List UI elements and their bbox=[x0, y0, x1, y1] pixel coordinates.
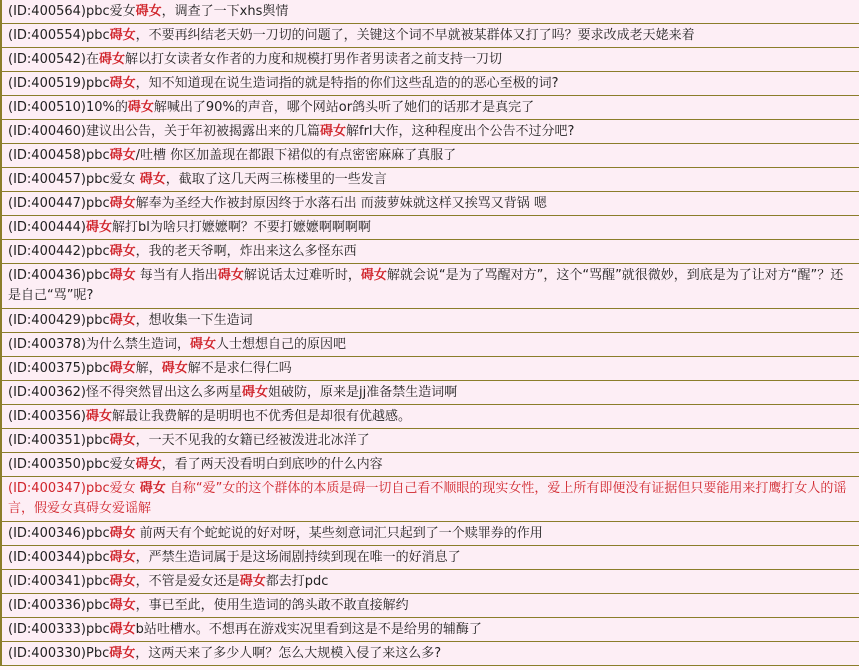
thread-title-text: (ID:400429)pbc bbox=[8, 313, 110, 328]
thread-title-text: (ID:400510)10%的 bbox=[8, 100, 128, 115]
thread-row[interactable] bbox=[2, 333, 859, 357]
thread-title-text: 姐破防，原来是jj准备禁生造词啊 bbox=[268, 385, 458, 400]
thread-title-text: (ID:400351)pbc bbox=[8, 433, 110, 448]
thread-title-text: ，调查了一下xhs舆情 bbox=[161, 4, 289, 19]
thread-title-text: /吐槽 你区加盖现在都跟下裙似的有点密密麻麻了真服了 bbox=[135, 148, 457, 163]
thread-row[interactable] bbox=[2, 48, 859, 72]
highlight-keyword: 碍女 bbox=[239, 574, 266, 589]
thread-title-text: (ID:400442)pbc bbox=[8, 244, 110, 259]
thread-title-text: 解喊出了90%的声音，哪个网站or鸽头听了她们的话那才是真完了 bbox=[153, 100, 535, 115]
thread-title-text: (ID:400333)pbc bbox=[8, 622, 110, 637]
thread-title-text: 解奉为圣经大作被封原因终于水落石出 而菠萝妹就这样又挨骂又背锅 嗯 bbox=[135, 196, 547, 211]
thread-title-text: (ID:400564)pbc爱女 bbox=[8, 4, 136, 19]
thread-row[interactable] bbox=[2, 192, 859, 216]
thread-title-text: ，一天不见我的女籍已经被泼进北冰洋了 bbox=[135, 433, 370, 448]
thread-row[interactable] bbox=[2, 72, 859, 96]
highlight-keyword: 碍女 bbox=[109, 76, 136, 91]
thread-title-text: ，截取了这几天两三栋楼里的一些发言 bbox=[165, 172, 387, 187]
thread-title-text: (ID:400347)pbc爱女 bbox=[8, 481, 140, 496]
thread-row[interactable] bbox=[2, 429, 859, 453]
highlight-keyword: 碍女 bbox=[135, 4, 162, 19]
thread-row[interactable] bbox=[2, 453, 859, 477]
thread-title-text: 解就会说“是为了骂醒对方”，这个“骂醒”就很微妙，到底是为了让对方“醒”？还是自己“骂”呢? bbox=[8, 268, 844, 303]
thread-title-text: (ID:400375)pbc bbox=[8, 361, 110, 376]
thread-row[interactable] bbox=[2, 546, 859, 570]
thread-row[interactable] bbox=[2, 96, 859, 120]
thread-row[interactable] bbox=[2, 24, 859, 48]
thread-row[interactable] bbox=[2, 594, 859, 618]
highlight-keyword: 碍女 bbox=[161, 361, 188, 376]
thread-title-text: (ID:400458)pbc bbox=[8, 148, 110, 163]
thread-title-text: (ID:400519)pbc bbox=[8, 76, 110, 91]
highlight-keyword: 碍女 bbox=[127, 100, 154, 115]
thread-title-text: (ID:400346)pbc bbox=[8, 526, 110, 541]
highlight-keyword: 碍女 bbox=[109, 526, 136, 541]
thread-title-text: (ID:400457)pbc爱女 bbox=[8, 172, 140, 187]
thread-title-text: (ID:400336)pbc bbox=[8, 598, 110, 613]
thread-title-text: (ID:400356) bbox=[8, 409, 86, 424]
thread-title-text: (ID:400554)pbc bbox=[8, 28, 110, 43]
thread-title-text: ，不要再纠结老天奶一刀切的问题了，关键这个词不早就被某群体又打了吗？要求改成老天姥来着 bbox=[135, 28, 695, 43]
thread-title-text: 前两天有个蛇蛇说的好对呀，某些刻意词汇只起到了一个赎罪券的作用 bbox=[135, 526, 543, 541]
thread-title-text: 解frl大作，这种程度出个公告不过分吧? bbox=[346, 124, 575, 139]
highlight-keyword: 碍女 bbox=[217, 268, 244, 283]
highlight-keyword: 碍女 bbox=[109, 148, 136, 163]
thread-row[interactable] bbox=[2, 120, 859, 144]
thread-title-text: ，事已至此，使用生造词的鸽头敢不敢直接解约 bbox=[135, 598, 409, 613]
thread-title-text: ，我的老天爷啊，炸出来这么多怪东西 bbox=[135, 244, 357, 259]
highlight-keyword: 碍女 bbox=[109, 622, 136, 637]
thread-title-text: 解不是求仁得仁吗 bbox=[187, 361, 292, 376]
thread-title-text: 解打bl为啥只打嬷嬷啊？不要打嬷嬷啊啊啊啊 bbox=[112, 220, 371, 235]
thread-row[interactable] bbox=[2, 264, 859, 309]
highlight-keyword: 碍女 bbox=[86, 409, 113, 424]
thread-row[interactable] bbox=[2, 0, 859, 24]
highlight-keyword: 碍女 bbox=[109, 598, 136, 613]
highlight-keyword: 碍女 bbox=[190, 337, 217, 352]
highlight-keyword: 碍女 bbox=[360, 268, 387, 283]
thread-row[interactable] bbox=[2, 381, 859, 405]
thread-title-text: (ID:400447)pbc bbox=[8, 196, 110, 211]
thread-title-text: 每当有人指出 bbox=[135, 268, 218, 283]
thread-title-text: 人士想想自己的原因吧 bbox=[216, 337, 347, 352]
thread-row[interactable] bbox=[2, 405, 859, 429]
thread-title-text: (ID:400344)pbc bbox=[8, 550, 110, 565]
thread-title-text: (ID:400350)pbc爱女 bbox=[8, 457, 136, 472]
highlight-keyword: 碍女 bbox=[99, 52, 126, 67]
highlight-keyword: 碍女 bbox=[135, 457, 162, 472]
highlight-keyword: 碍女 bbox=[320, 124, 347, 139]
thread-title-text: (ID:400341)pbc bbox=[8, 574, 110, 589]
thread-title-text: (ID:400436)pbc bbox=[8, 268, 110, 283]
thread-title-text: b站吐槽水。不想再在游戏实况里看到这是不是给男的辅酶了 bbox=[135, 622, 482, 637]
thread-title-text: (ID:400362)怪不得突然冒出这么多两星 bbox=[8, 385, 242, 400]
highlight-keyword: 碍女 bbox=[109, 574, 136, 589]
highlight-keyword: 碍女 bbox=[109, 646, 136, 661]
highlight-keyword: 碍女 bbox=[139, 481, 166, 496]
highlight-keyword: 碍女 bbox=[242, 385, 269, 400]
thread-title-text: ，看了两天没看明白到底吵的什么内容 bbox=[161, 457, 383, 472]
highlight-keyword: 碍女 bbox=[109, 28, 136, 43]
thread-title-text: ，想收集一下生造词 bbox=[135, 313, 253, 328]
highlight-keyword: 碍女 bbox=[109, 196, 136, 211]
thread-row[interactable] bbox=[2, 522, 859, 546]
thread-row[interactable] bbox=[2, 642, 859, 666]
thread-row[interactable] bbox=[2, 168, 859, 192]
thread-title-text: (ID:400330)Pbc bbox=[8, 646, 110, 661]
thread-row[interactable] bbox=[2, 240, 859, 264]
thread-title-text: 都去打pdc bbox=[265, 574, 329, 589]
thread-row[interactable] bbox=[2, 618, 859, 642]
thread-row[interactable] bbox=[2, 216, 859, 240]
thread-title-text: 解， bbox=[135, 361, 162, 376]
thread-row[interactable] bbox=[2, 357, 859, 381]
highlight-keyword: 碍女 bbox=[139, 172, 166, 187]
thread-row[interactable] bbox=[2, 309, 859, 333]
thread-title-text: ，知不知道现在说生造词指的就是特指的你们这些乱造的的恶心至极的词? bbox=[135, 76, 559, 91]
thread-title-text: 解最让我费解的是明明也不优秀但是却很有优越感。 bbox=[112, 409, 412, 424]
highlight-keyword: 碍女 bbox=[109, 244, 136, 259]
thread-title-text: (ID:400444) bbox=[8, 220, 86, 235]
highlight-keyword: 碍女 bbox=[109, 313, 136, 328]
highlight-keyword: 碍女 bbox=[109, 268, 136, 283]
thread-row[interactable] bbox=[2, 144, 859, 168]
thread-title-text: (ID:400460)建议出公告，关于年初被揭露出来的几篇 bbox=[8, 124, 320, 139]
highlight-keyword: 碍女 bbox=[109, 550, 136, 565]
thread-title-text: 自称“爱”女的这个群体的本质是碍一切自己看不顺眼的现实女性，爱上所有即便没有证据但只要能用来打鹰打女人的谣言，假爱女真碍女爱谣解 bbox=[8, 481, 847, 516]
thread-title-text: ，这两天来了多少人啊？怎么大规模入侵了来这么多? bbox=[135, 646, 442, 661]
thread-title-text: 解以打女读者女作者的力度和规模打男作者男读者之前支持一刀切 bbox=[125, 52, 503, 67]
thread-title-text: (ID:400378)为什么禁生造词， bbox=[8, 337, 190, 352]
thread-title-text: (ID:400542)在 bbox=[8, 52, 99, 67]
thread-row[interactable] bbox=[2, 477, 859, 522]
thread-title-text: 解说话太过难听时， bbox=[243, 268, 361, 283]
highlight-keyword: 碍女 bbox=[86, 220, 113, 235]
thread-row[interactable] bbox=[2, 570, 859, 594]
thread-title-text: ，严禁生造词属于是这场闹剧持续到现在唯一的好消息了 bbox=[135, 550, 461, 565]
highlight-keyword: 碍女 bbox=[109, 433, 136, 448]
highlight-keyword: 碍女 bbox=[109, 361, 136, 376]
thread-title-text: ，不管是爱女还是 bbox=[135, 574, 240, 589]
